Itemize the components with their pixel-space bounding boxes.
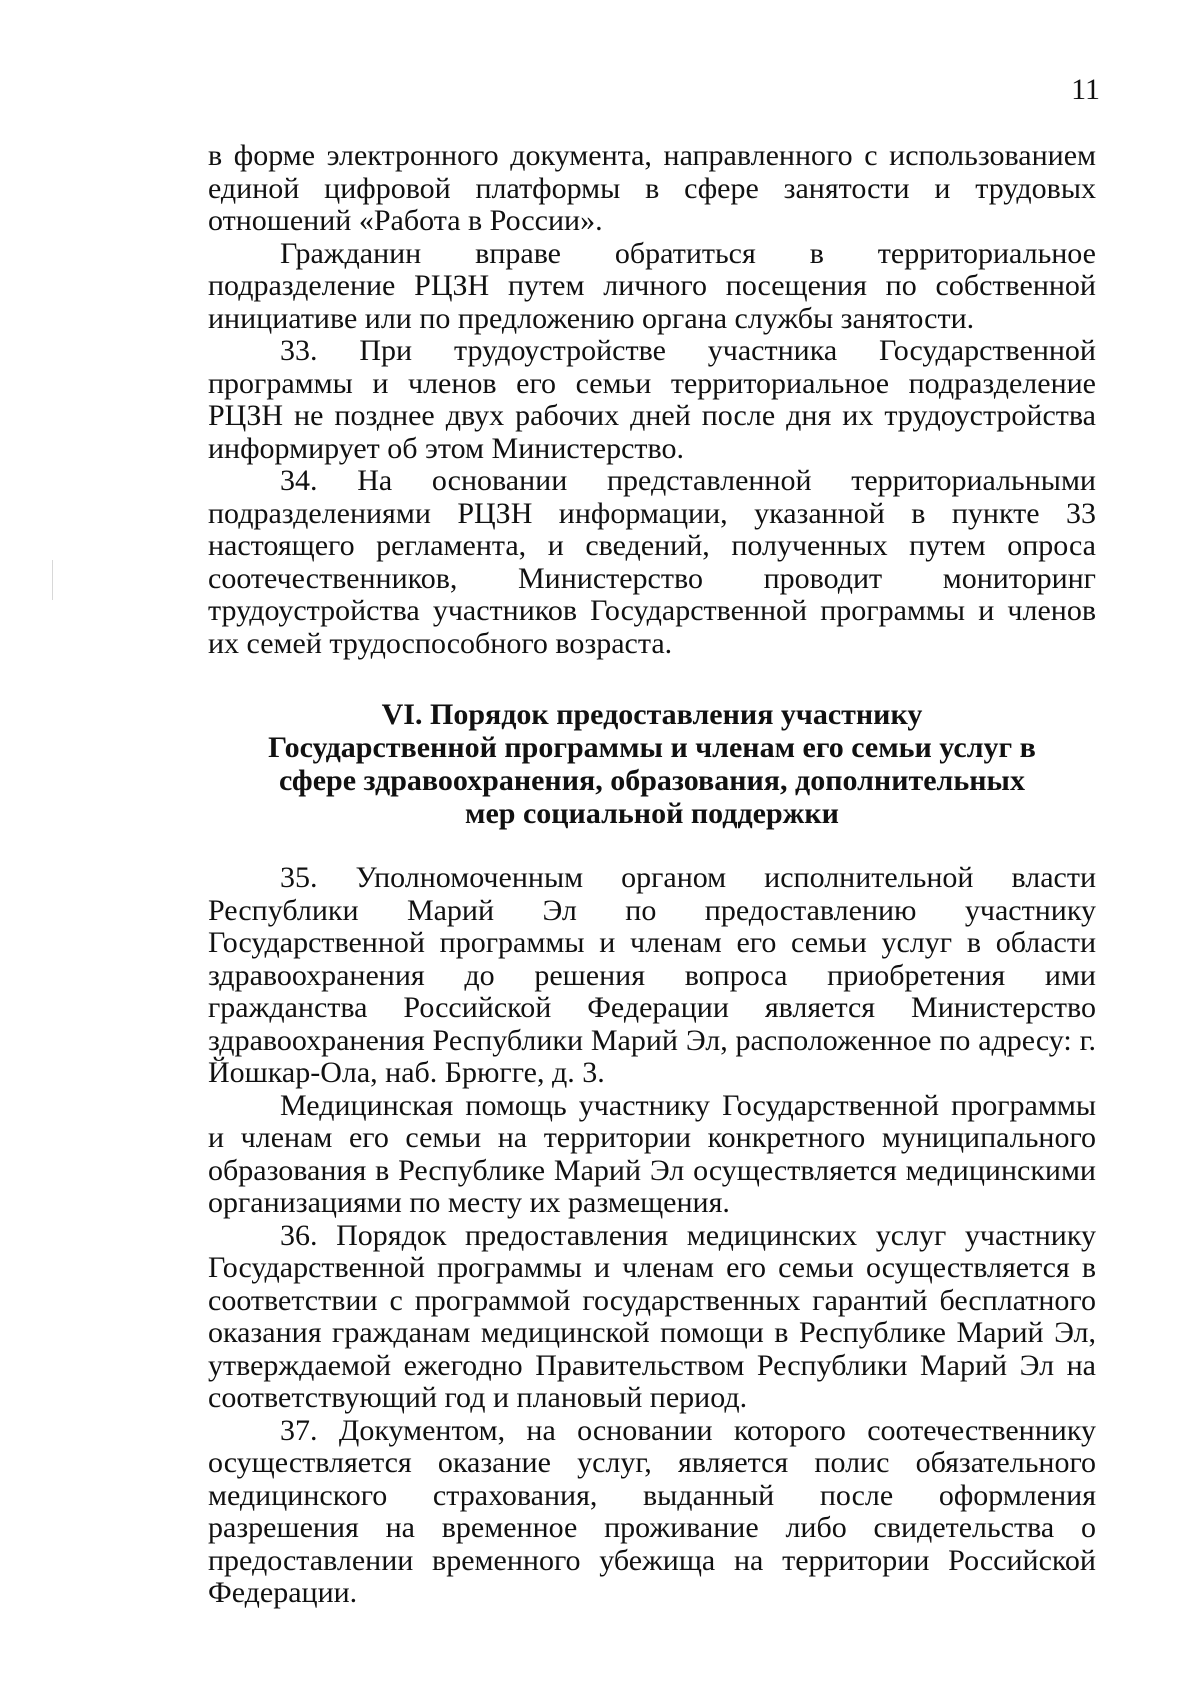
paragraph-item-36: 36. Порядок предоставления медицинских услуг участнику Государственной программы и членам его семьи осуществляется в соответствии с программой государственных гарантий бесплатного оказания гражданам медицинской помощи в Республике Марий Эл, утверждаемой ежегодно Правительством Республики Марий Эл на соответствующий год и плановый период. <box>208 1218 1096 1414</box>
paragraph-continuation: в форме электронного документа, направленного с использованием единой цифровой платформы в сфере занятости и трудовых отношений «Работа в России». <box>208 139 1096 237</box>
paragraph-citizen-visit: Гражданин вправе обратиться в территориальное подразделение РЦЗН путем личного посещения по собственной инициативе или по предложению органа службы занятости. <box>208 236 1096 335</box>
paragraph-item-35: 35. Уполномоченным органом исполнительной власти Республики Марий Эл по предоставлению участнику Государственной программы и членам его семьи услуг в области здравоохранения до решения вопроса приобретения ими гражданства Российской Федерации является Министерство здравоохранения Республики Марий Эл, расположенное по адресу: г. Йошкар-Ола, наб. Брюгге, д. 3. <box>208 861 1096 1089</box>
paragraph-item-37: 37. Документом, на основании которого соотечественнику осуществляется оказание услуг, является полис обязательного медицинского страхования, выданный после оформления разрешения на временное проживание либо свидетельства о предоставлении временного убежища на территории Российской Федерации. <box>208 1413 1096 1609</box>
scan-artifact-line <box>52 560 53 600</box>
paragraph-item-34: 34. На основании представленной территориальными подразделениями РЦЗН информации, указанной в пункте 33 настоящего регламента, и сведений, полученных путем опроса соотечественников, Министерство проводит мониторинг трудоустройства участников Государственной программы и членов их семей трудоспособного возраста. <box>208 464 1096 660</box>
document-body <box>208 140 1096 1610</box>
section-heading: VI. Порядок предоставления участнику Государственной программы и членам его семьи услуг в сфере здравоохранения, образования, дополнительных мер социальной поддержки <box>268 698 1036 830</box>
paragraph-medical-care: Медицинская помощь участнику Государственной программы и членам его семьи на территории конкретного муниципального образования в Республике Марий Эл осуществляется медицинскими организациями по месту их размещения. <box>208 1088 1096 1219</box>
page-number: 11 <box>1071 73 1100 106</box>
paragraph-item-33: 33. При трудоустройстве участника Государственной программы и членов его семьи территориальное подразделение РЦЗН не позднее двух рабочих дней после дня их трудоустройства информирует об этом Министерство. <box>208 334 1096 465</box>
